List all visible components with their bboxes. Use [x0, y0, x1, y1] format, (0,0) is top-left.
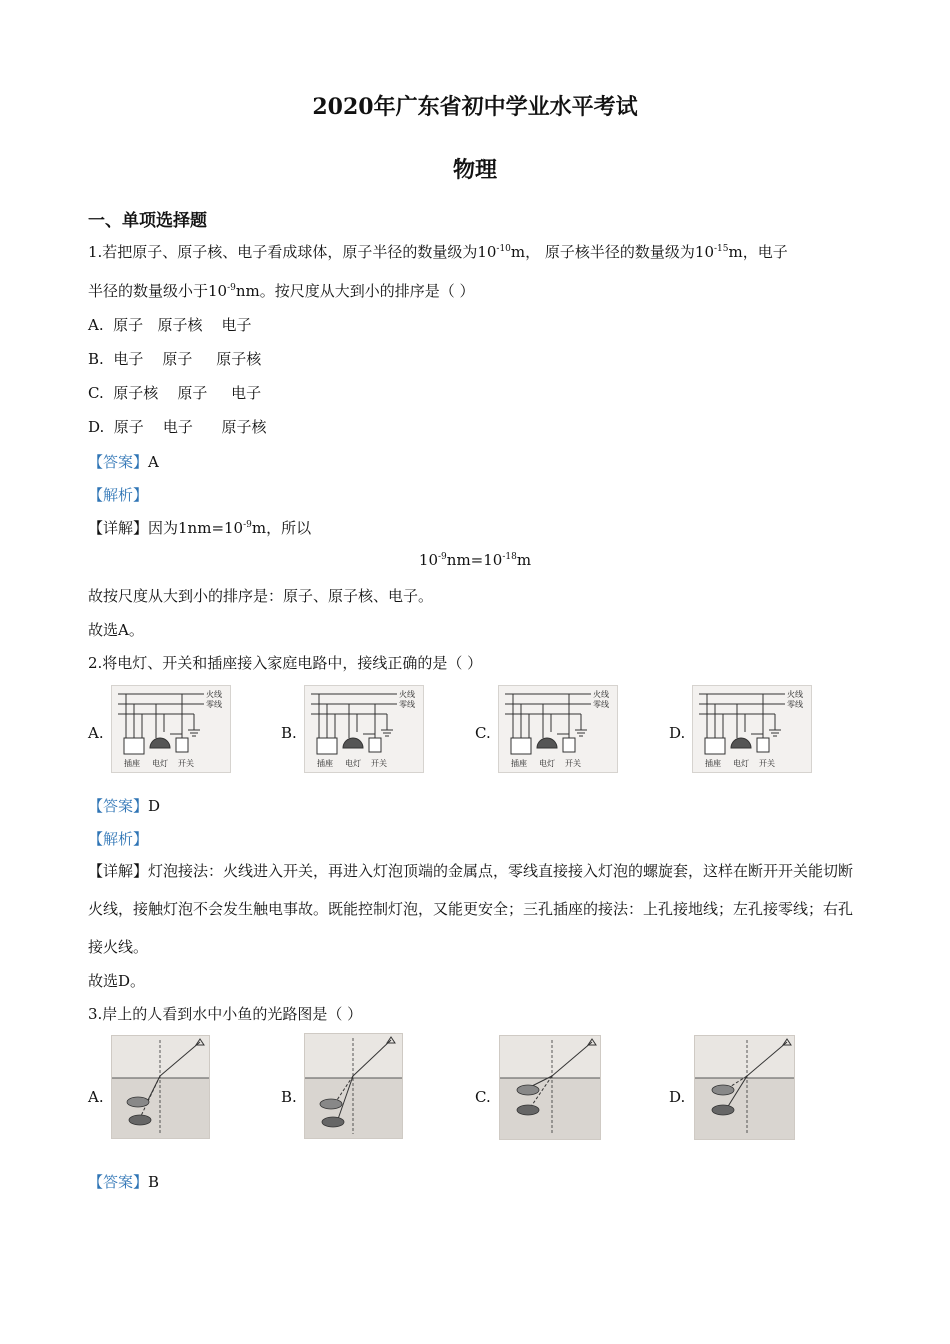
q1-answer: 【答案】A — [88, 453, 159, 471]
fish-image-icon — [127, 1097, 149, 1107]
fish-icon — [712, 1105, 734, 1115]
q1-option-b: B. 电子 原子 原子核 — [88, 350, 262, 368]
switch-label: 开关 — [565, 759, 581, 768]
switch-icon — [757, 738, 769, 752]
socket-label: 插座 — [511, 759, 527, 768]
q3-light-path-figure-c — [499, 1035, 601, 1140]
q2-label-d: D. — [669, 724, 686, 742]
q1-formula: $10^{-9}nm=10^{-18}m$ — [418, 551, 532, 569]
q2-circuit-figure-d — [692, 685, 812, 773]
q3-light-path-figure-a — [111, 1035, 210, 1139]
q2-stem: 2.将电灯、开关和插座接入家庭电路中，接线正确的是（ ） — [88, 654, 483, 672]
q2-analysis-heading: 【解析】 — [88, 830, 149, 848]
socket-label: 插座 — [317, 759, 333, 768]
water-region — [305, 1078, 402, 1138]
q3-label-b: B. — [281, 1088, 297, 1106]
q3-label-a: A. — [88, 1088, 104, 1106]
q3-stem: 3.岸上的人看到水中小鱼的光路图是（ ） — [88, 1005, 363, 1023]
q1-detail: 【详解】因为$1nm=10^{-9}m$，所以 — [88, 519, 312, 537]
q3-label-d: D. — [669, 1088, 686, 1106]
water-region — [695, 1078, 794, 1139]
q1-stem-line2: 半径的数量级小于$10^{-9}nm$。按尺度从大到小的排序是（ ） — [88, 282, 475, 300]
lamp-icon — [537, 738, 557, 748]
q2-circuit-figure-a — [111, 685, 231, 773]
socket-icon — [705, 738, 725, 754]
fish-image-icon — [712, 1085, 734, 1095]
fish-image-icon — [517, 1085, 539, 1095]
neutral-wire-label: 零线 — [593, 700, 609, 709]
live-wire-label: 火线 — [399, 690, 415, 699]
lamp-label: 电灯 — [152, 759, 168, 768]
neutral-wire-label: 零线 — [399, 700, 415, 709]
socket-label: 插座 — [124, 759, 140, 768]
q1-option-d: D. 原子 电子 原子核 — [88, 418, 267, 436]
live-wire-label: 火线 — [787, 690, 803, 699]
lamp-label: 电灯 — [345, 759, 361, 768]
q1-stem-line1: 1.若把原子、原子核、电子看成球体，原子半径的数量级为$10^{-10}m$， 原子核半径的数量级为$10^{-15}m$，电子 — [88, 243, 788, 261]
q2-choose: 故选D。 — [88, 972, 146, 990]
q1-conclusion: 故按尺度从大到小的排序是：原子、原子核、电子。 — [88, 587, 434, 605]
q1-option-c: C. 原子核 原子 电子 — [88, 384, 262, 402]
q2-detail: 【详解】灯泡接法：火线进入开关，再进入灯泡顶端的金属点，零线直接接入灯泡的螺旋套，这样在断开开关能切断火线，接触灯泡不会发生触电事故。既能控制灯泡，又能更安全；三孔插座的接法：上孔接地线；左孔接零线；右孔接火线。 — [88, 862, 854, 956]
q1-option-a: A. 原子 原子核 电子 — [88, 316, 252, 334]
fish-icon — [129, 1115, 151, 1125]
q3-answer: 【答案】B — [88, 1173, 160, 1191]
subject-title: 物理 — [452, 157, 497, 183]
socket-label: 插座 — [705, 759, 721, 768]
water-region — [500, 1078, 600, 1139]
q3-light-path-figure-d — [694, 1035, 795, 1140]
q3-label-c: C. — [475, 1088, 491, 1106]
socket-icon — [124, 738, 144, 754]
q2-label-a: A. — [88, 724, 104, 742]
refracted-ray — [552, 1042, 592, 1076]
live-wire-label: 火线 — [593, 690, 609, 699]
fish-icon — [517, 1105, 539, 1115]
switch-icon — [563, 738, 575, 752]
q2-circuit-figure-c — [498, 685, 618, 773]
q1-analysis-heading: 【解析】 — [88, 486, 149, 504]
lamp-label: 电灯 — [539, 759, 555, 768]
socket-icon — [511, 738, 531, 754]
live-wire-label: 火线 — [206, 690, 222, 699]
exam-title: 2020年广东省初中学业水平考试 — [312, 94, 638, 120]
switch-icon — [176, 738, 188, 752]
switch-label: 开关 — [759, 759, 775, 768]
lamp-icon — [731, 738, 751, 748]
q3-light-path-figure-b — [304, 1033, 403, 1139]
socket-icon — [317, 738, 337, 754]
refracted-ray — [353, 1040, 391, 1076]
neutral-wire-label: 零线 — [787, 700, 803, 709]
lamp-icon — [150, 738, 170, 748]
fish-image-icon — [320, 1099, 342, 1109]
neutral-wire-label: 零线 — [206, 700, 222, 709]
switch-icon — [369, 738, 381, 752]
switch-label: 开关 — [178, 759, 194, 768]
switch-label: 开关 — [371, 759, 387, 768]
q2-answer: 【答案】D — [88, 797, 161, 815]
water-region — [112, 1078, 209, 1138]
refracted-ray — [160, 1042, 200, 1076]
lamp-label: 电灯 — [733, 759, 749, 768]
lamp-icon — [343, 738, 363, 748]
q2-label-b: B. — [281, 724, 297, 742]
refracted-ray — [747, 1042, 787, 1076]
section-heading: 一、单项选择题 — [88, 211, 207, 231]
q2-circuit-figure-b — [304, 685, 424, 773]
q2-label-c: C. — [475, 724, 491, 742]
fish-icon — [322, 1117, 344, 1127]
q1-choose: 故选A。 — [88, 621, 144, 639]
